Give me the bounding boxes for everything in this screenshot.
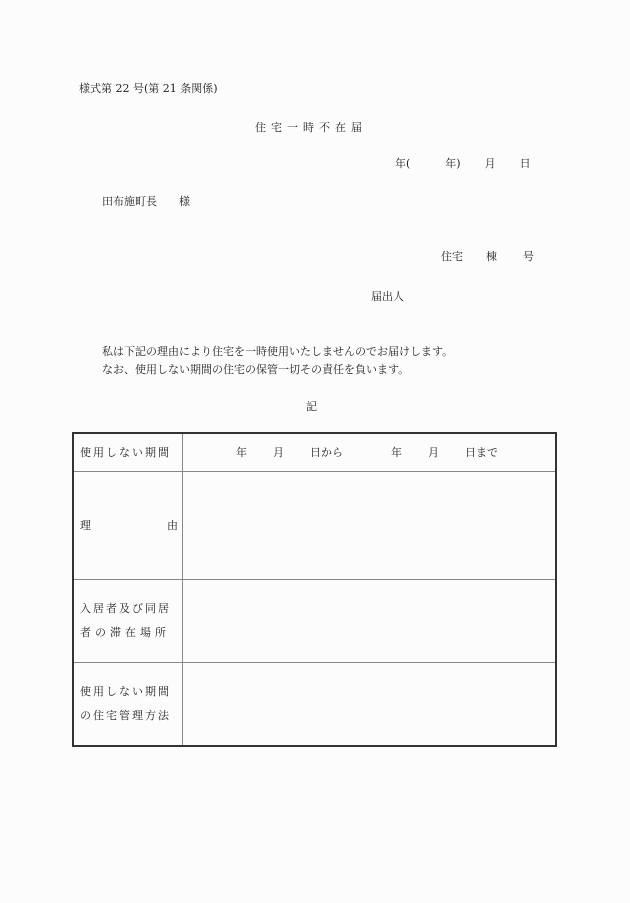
date-month: 月 bbox=[484, 157, 496, 170]
table-row-reason bbox=[73, 471, 556, 579]
label-management bbox=[73, 662, 183, 746]
label-reason-left: 理 bbox=[80, 519, 91, 532]
body-text-line-2: なお、使用しない期間の住宅の保管一切その責任を負います。 bbox=[102, 363, 410, 376]
addressee-name: 田布施町長 bbox=[102, 195, 157, 208]
date-day: 日 bbox=[519, 157, 531, 170]
ki-heading: 記 bbox=[306, 400, 317, 413]
housing-building: 棟 bbox=[486, 250, 497, 263]
label-reason-right: 由 bbox=[167, 519, 178, 532]
table-row-period bbox=[73, 433, 556, 471]
from-year: 年 bbox=[236, 446, 247, 460]
period-field[interactable] bbox=[183, 433, 557, 471]
label-stay-line-1: 入居者及び同居 bbox=[80, 601, 171, 615]
addressee bbox=[102, 193, 190, 209]
to-day: 日まで bbox=[465, 446, 498, 460]
label-stay-line-2: 者の滞在場所 bbox=[80, 625, 170, 639]
body-text-line-1: 私は下記の理由により住宅を一時使用いたしませんのでお届けします。 bbox=[102, 345, 454, 358]
management-field[interactable] bbox=[183, 662, 557, 746]
date-era-year: 年( bbox=[395, 157, 411, 170]
label-stay-location bbox=[73, 579, 183, 662]
housing-number: 号 bbox=[523, 250, 534, 263]
to-month: 月 bbox=[428, 446, 439, 460]
form-table bbox=[72, 432, 557, 747]
body-text bbox=[102, 343, 453, 379]
label-manage-line-1: 使用しない期間 bbox=[80, 684, 171, 698]
date-line bbox=[395, 155, 531, 171]
from-day: 日から bbox=[310, 446, 343, 460]
label-reason bbox=[73, 471, 183, 579]
table-row-stay-location bbox=[73, 579, 556, 662]
form-number: 様式第 22 号(第 21 条関係) bbox=[79, 82, 218, 95]
reason-field[interactable] bbox=[183, 471, 557, 579]
stay-location-field[interactable] bbox=[183, 579, 557, 662]
housing-label: 住宅 bbox=[441, 250, 463, 263]
addressee-honorific: 様 bbox=[179, 195, 190, 208]
label-period: 使用しない期間 bbox=[73, 433, 183, 471]
applicant-label: 届出人 bbox=[371, 290, 404, 303]
from-month: 月 bbox=[273, 446, 284, 460]
to-year: 年 bbox=[391, 446, 402, 460]
table-row-management bbox=[73, 662, 556, 746]
document-title: 住宅一時不在届 bbox=[255, 121, 367, 134]
label-manage-line-2: の住宅管理方法 bbox=[80, 708, 171, 722]
date-western-year: 年) bbox=[445, 157, 461, 170]
housing-line bbox=[441, 248, 534, 264]
